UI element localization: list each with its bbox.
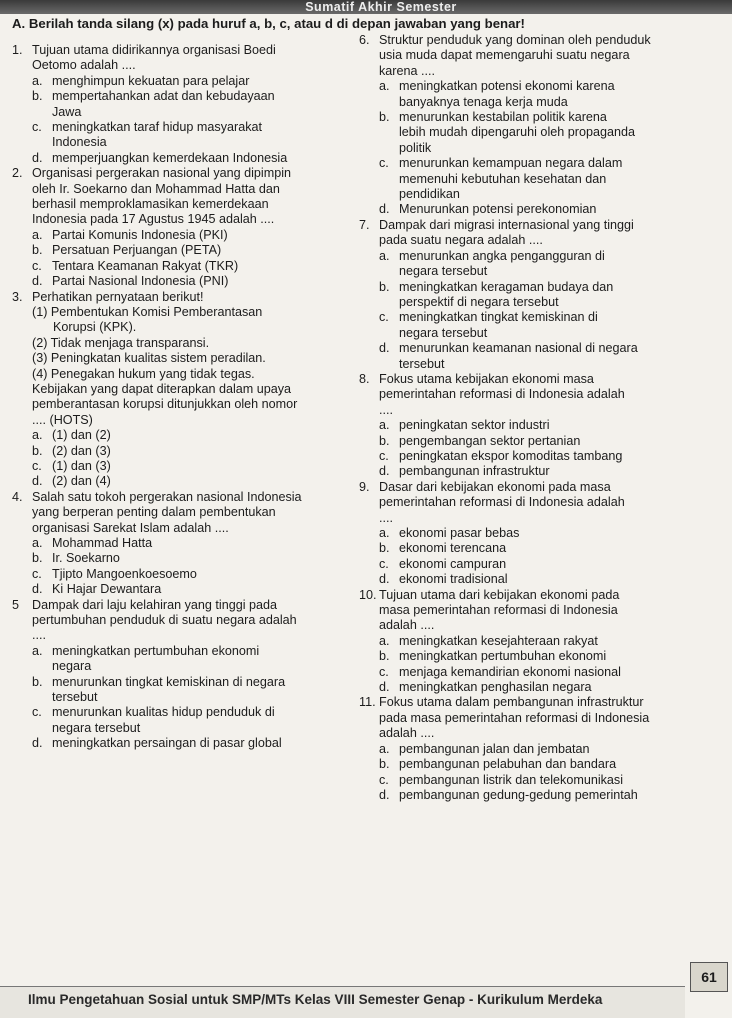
answer-option-b[interactable]: [379, 280, 724, 311]
question-number: 8.: [359, 371, 370, 386]
question-text-line: adalah ....: [379, 618, 435, 633]
question-1: [12, 43, 354, 166]
right-column: [359, 33, 724, 803]
option-letter: a.: [32, 643, 43, 658]
option-text: negara tersebut: [399, 325, 488, 340]
option-text: peningkatan sektor industri: [399, 418, 550, 433]
option-text: perspektif di negara tersebut: [399, 294, 559, 309]
answer-option-a[interactable]: [379, 79, 724, 110]
answer-option-a[interactable]: [32, 644, 354, 675]
question-text-line: Tujuan utama dari kebijakan ekonomi pada: [379, 587, 620, 602]
question-5: [12, 598, 354, 752]
answer-option-c[interactable]: [379, 773, 724, 788]
answer-option-c[interactable]: [379, 310, 724, 341]
question-text-line: Perhatikan pernyataan berikut!: [32, 289, 204, 304]
question-text-line: Oetomo adalah ....: [32, 58, 136, 73]
option-text: menurunkan tingkat kemiskinan di negara: [52, 674, 286, 689]
question-text-line: ....: [379, 402, 393, 417]
option-text: Partai Nasional Indonesia (PNI): [52, 274, 229, 289]
question-text-line: Dampak dari migrasi internasional yang tinggi: [379, 217, 634, 232]
answer-option-d[interactable]: [32, 582, 354, 597]
option-text: negara tersebut: [399, 264, 488, 279]
question-11: [359, 695, 724, 803]
option-text: Ki Hajar Dewantara: [52, 582, 162, 597]
option-text: Indonesia: [52, 135, 107, 150]
question-number: 10.: [359, 587, 377, 602]
option-text: pembangunan listrik dan telekomunikasi: [399, 772, 624, 787]
option-letter: d.: [379, 202, 390, 217]
option-text: Jawa: [52, 104, 82, 119]
statement-item: (3) Peningkatan kualitas sistem peradilan.: [32, 351, 266, 366]
option-text: meningkatkan taraf hidup masyarakat: [52, 120, 263, 135]
question-text-line: organisasi Sarekat Islam adalah ....: [32, 520, 229, 535]
question-number: 11.: [359, 695, 376, 710]
option-letter: d.: [379, 341, 390, 356]
option-letter: d.: [379, 572, 390, 587]
option-letter: a.: [379, 526, 390, 540]
answer-option-d[interactable]: [379, 788, 724, 803]
option-letter: d.: [32, 736, 43, 751]
answer-option-b[interactable]: [32, 551, 354, 566]
option-letter: b.: [32, 443, 43, 458]
option-text: banyaknya tenaga kerja muda: [399, 94, 568, 109]
question-text-line: Dasar dari kebijakan ekonomi pada masa: [379, 479, 611, 494]
option-text: tersebut: [52, 690, 98, 705]
question-text-line: pada suatu negara adalah ....: [379, 233, 543, 248]
option-text: ekonomi tradisional: [399, 572, 508, 587]
question-text-line: pada masa pemerintahan reformasi di Indonesia: [379, 710, 650, 725]
question-text-line: yang berperan penting dalam pembentukan: [32, 505, 276, 520]
question-2: [12, 166, 354, 289]
option-text: Persatuan Perjuangan (PETA): [52, 243, 222, 258]
option-text: ekonomi pasar bebas: [399, 526, 520, 540]
question-text-line: pertumbuhan penduduk di suatu negara adalah: [32, 613, 297, 628]
option-letter: a.: [379, 633, 390, 648]
option-text: menurunkan kemampuan negara dalam: [399, 156, 623, 171]
question-text-line: Fokus utama kebijakan ekonomi masa: [379, 371, 594, 386]
option-letter: d.: [32, 582, 43, 597]
option-text: menurunkan kualitas hidup penduduk di: [52, 705, 275, 720]
option-text: ekonomi campuran: [399, 556, 507, 571]
option-letter: d.: [379, 464, 390, 479]
option-letter: c.: [32, 566, 42, 581]
question-text-line: .... (HOTS): [32, 412, 93, 427]
option-text: negara tersebut: [52, 720, 141, 735]
question-text-line: adalah ....: [379, 726, 435, 741]
option-letter: a.: [32, 73, 43, 88]
answer-option-c[interactable]: [32, 567, 354, 582]
answer-option-c[interactable]: [379, 557, 724, 572]
option-text: menurunkan angka pengangguran di: [399, 248, 605, 263]
answer-option-a[interactable]: [379, 742, 724, 757]
option-letter: a.: [32, 227, 43, 242]
answer-option-a[interactable]: [32, 428, 354, 443]
option-letter: c.: [379, 556, 389, 571]
statement-item: Korupsi (KPK).: [32, 320, 137, 335]
question-text-line: Salah satu tokoh pergerakan nasional Indonesia: [32, 489, 302, 504]
option-letter: d.: [32, 150, 43, 165]
answer-option-a[interactable]: [379, 249, 724, 280]
answer-option-b[interactable]: [32, 444, 354, 459]
option-text: politik: [399, 140, 432, 155]
header-title: Sumatif Akhir Semester: [0, 0, 732, 14]
option-text: meningkatkan potensi ekonomi karena: [399, 79, 615, 94]
option-letter: b.: [379, 649, 390, 664]
answer-option-a[interactable]: [379, 634, 724, 649]
question-text-line: karena ....: [379, 63, 436, 78]
answer-option-c[interactable]: [379, 156, 724, 202]
answer-option-c[interactable]: [32, 259, 354, 274]
question-9: [359, 480, 724, 588]
option-letter: c.: [32, 458, 42, 473]
left-column: [12, 43, 354, 752]
option-letter: b.: [379, 541, 390, 556]
answer-option-b[interactable]: [379, 757, 724, 772]
statement-item: (1) Pembentukan Komisi Pemberantasan: [32, 304, 263, 319]
option-text: pembangunan pelabuhan dan bandara: [399, 757, 617, 772]
question-text-line: oleh Ir. Soekarno dan Mohammad Hatta dan: [32, 181, 280, 196]
option-text: pembangunan infrastruktur: [399, 464, 550, 479]
option-letter: b.: [379, 279, 390, 294]
statement-list: [32, 305, 354, 382]
answer-option-c[interactable]: [32, 120, 354, 151]
option-letter: b.: [379, 433, 390, 448]
answer-option-d[interactable]: [379, 680, 724, 695]
option-letter: c.: [379, 664, 389, 679]
question-text-line: Fokus utama dalam pembangunan infrastruktur: [379, 695, 644, 710]
answer-option-b[interactable]: [379, 110, 724, 156]
option-text: negara: [52, 659, 92, 674]
answer-option-d[interactable]: [32, 151, 354, 166]
option-letter: a.: [32, 428, 43, 443]
answer-option-b[interactable]: [32, 675, 354, 706]
option-letter: b.: [32, 551, 43, 566]
question-text-line: masa pemerintahan reformasi di Indonesia: [379, 603, 618, 618]
option-letter: c.: [379, 310, 389, 325]
option-letter: b.: [32, 243, 43, 258]
option-letter: a.: [379, 79, 390, 94]
option-text: meningkatkan keragaman budaya dan: [399, 279, 614, 294]
question-text-line: Struktur penduduk yang dominan oleh penduduk: [379, 33, 651, 47]
option-text: (2) dan (3): [52, 443, 111, 458]
answer-option-a[interactable]: [379, 526, 724, 541]
answer-option-c[interactable]: [32, 705, 354, 736]
question-7: [359, 218, 724, 372]
option-letter: c.: [32, 258, 42, 273]
answer-option-d[interactable]: [32, 474, 354, 489]
option-text: meningkatkan kesejahteraan rakyat: [399, 633, 598, 648]
answer-option-a[interactable]: [379, 418, 724, 433]
question-number: 2.: [12, 166, 23, 181]
question-number: 7.: [359, 217, 370, 232]
option-text: peningkatan ekspor komoditas tambang: [399, 448, 623, 463]
answer-option-d[interactable]: [379, 341, 724, 372]
statement-item: (2) Tidak menjaga transparansi.: [32, 335, 210, 350]
statement-item: (4) Penegakan hukum yang tidak tegas.: [32, 366, 255, 381]
answer-option-a[interactable]: [32, 536, 354, 551]
question-text-line: Kebijakan yang dapat diterapkan dalam upaya: [32, 381, 292, 396]
option-letter: c.: [32, 705, 42, 720]
option-letter: b.: [32, 674, 43, 689]
section-heading: A. Berilah tanda silang (x) pada huruf a, b, c, atau d di depan jawaban yang benar!: [12, 16, 525, 31]
answer-option-b[interactable]: [379, 541, 724, 556]
question-number: 9.: [359, 479, 370, 494]
option-letter: d.: [379, 680, 390, 695]
question-text-line: berhasil memproklamasikan kemerdekaan: [32, 197, 269, 212]
option-letter: c.: [379, 772, 389, 787]
option-text: pendidikan: [399, 187, 460, 202]
question-number: 1.: [12, 43, 23, 57]
question-number: 3.: [12, 289, 23, 304]
option-text: pembangunan gedung-gedung pemerintah: [399, 787, 638, 802]
question-6: [359, 33, 724, 218]
option-text: lebih mudah dipengaruhi oleh propaganda: [399, 125, 635, 140]
option-text: menurunkan keamanan nasional di negara: [399, 341, 638, 356]
option-letter: b.: [379, 110, 390, 125]
question-number: 6.: [359, 33, 370, 47]
option-text: mempertahankan adat dan kebudayaan: [52, 89, 275, 104]
option-text: memenuhi kebutuhan kesehatan dan: [399, 171, 607, 186]
option-text: meningkatkan penghasilan negara: [399, 680, 592, 695]
option-text: meningkatkan pertumbuhan ekonomi: [52, 643, 260, 658]
question-text-line: pemberantasan korupsi ditunjukkan oleh nomor: [32, 397, 298, 412]
option-text: menjaga kemandirian ekonomi nasional: [399, 664, 621, 679]
option-text: ekonomi terencana: [399, 541, 507, 556]
option-text: Mohammad Hatta: [52, 536, 153, 550]
option-letter: b.: [379, 757, 390, 772]
question-text-line: usia muda dapat memengaruhi suatu negara: [379, 48, 630, 63]
option-letter: a.: [379, 418, 390, 433]
answer-option-b[interactable]: [32, 89, 354, 120]
option-letter: a.: [379, 248, 390, 263]
question-3: [12, 290, 354, 490]
answer-option-d[interactable]: [379, 202, 724, 217]
option-text: Ir. Soekarno: [52, 551, 120, 566]
option-text: meningkatkan persaingan di pasar global: [52, 736, 282, 751]
answer-option-d[interactable]: [379, 464, 724, 479]
option-text: (2) dan (4): [52, 474, 111, 489]
question-text-line: Indonesia pada 17 Agustus 1945 adalah ....: [32, 212, 275, 227]
question-text-line: Tujuan utama didirikannya organisasi Boedi: [32, 43, 276, 57]
option-letter: c.: [32, 120, 42, 135]
answer-option-a[interactable]: [32, 228, 354, 243]
question-4: [12, 490, 354, 598]
footer-text: Ilmu Pengetahuan Sosial untuk SMP/MTs Kelas VIII Semester Genap - Kurikulum Merdeka: [28, 992, 603, 1007]
option-letter: d.: [32, 474, 43, 489]
question-8: [359, 372, 724, 480]
option-letter: d.: [32, 274, 43, 289]
question-text-line: pemerintahan reformasi di Indonesia adalah: [379, 387, 625, 402]
answer-option-c[interactable]: [379, 449, 724, 464]
option-text: Menurunkan potensi perekonomian: [399, 202, 597, 217]
answer-option-c[interactable]: [379, 665, 724, 680]
option-text: (1) dan (2): [52, 428, 111, 443]
question-text-line: ....: [32, 628, 46, 643]
answer-option-b[interactable]: [379, 434, 724, 449]
option-text: Tjipto Mangoenkoesoemo: [52, 566, 197, 581]
question-number: 4.: [12, 489, 23, 504]
option-letter: a.: [32, 536, 43, 550]
option-text: pengembangan sektor pertanian: [399, 433, 581, 448]
option-text: menurunkan kestabilan politik karena: [399, 110, 607, 125]
option-text: meningkatkan pertumbuhan ekonomi: [399, 649, 607, 664]
answer-option-a[interactable]: [32, 74, 354, 89]
option-text: Tentara Keamanan Rakyat (TKR): [52, 258, 239, 273]
option-letter: d.: [379, 787, 390, 802]
option-text: meningkatkan tingkat kemiskinan di: [399, 310, 598, 325]
option-letter: b.: [32, 89, 43, 104]
page-number: 61: [690, 962, 728, 992]
option-text: memperjuangkan kemerdekaan Indonesia: [52, 150, 288, 165]
answer-option-d[interactable]: [32, 274, 354, 289]
answer-option-d[interactable]: [379, 572, 724, 587]
answer-option-b[interactable]: [379, 649, 724, 664]
option-letter: c.: [379, 156, 389, 171]
option-letter: a.: [379, 741, 390, 756]
option-text: (1) dan (3): [52, 458, 111, 473]
option-text: Partai Komunis Indonesia (PKI): [52, 227, 228, 242]
question-text-line: pemerintahan reformasi di Indonesia adalah: [379, 495, 625, 510]
option-text: menghimpun kekuatan para pelajar: [52, 73, 250, 88]
answer-option-b[interactable]: [32, 243, 354, 258]
question-text-line: ....: [379, 510, 393, 525]
question-10: [359, 588, 724, 696]
option-text: pembangunan jalan dan jembatan: [399, 741, 590, 756]
question-text-line: Dampak dari laju kelahiran yang tinggi pada: [32, 597, 278, 612]
question-number: 5: [12, 597, 20, 612]
question-text-line: Organisasi pergerakan nasional yang dipimpin: [32, 166, 292, 181]
answer-option-c[interactable]: [32, 459, 354, 474]
option-letter: c.: [379, 448, 389, 463]
option-text: tersebut: [399, 356, 445, 371]
answer-option-d[interactable]: [32, 736, 354, 751]
